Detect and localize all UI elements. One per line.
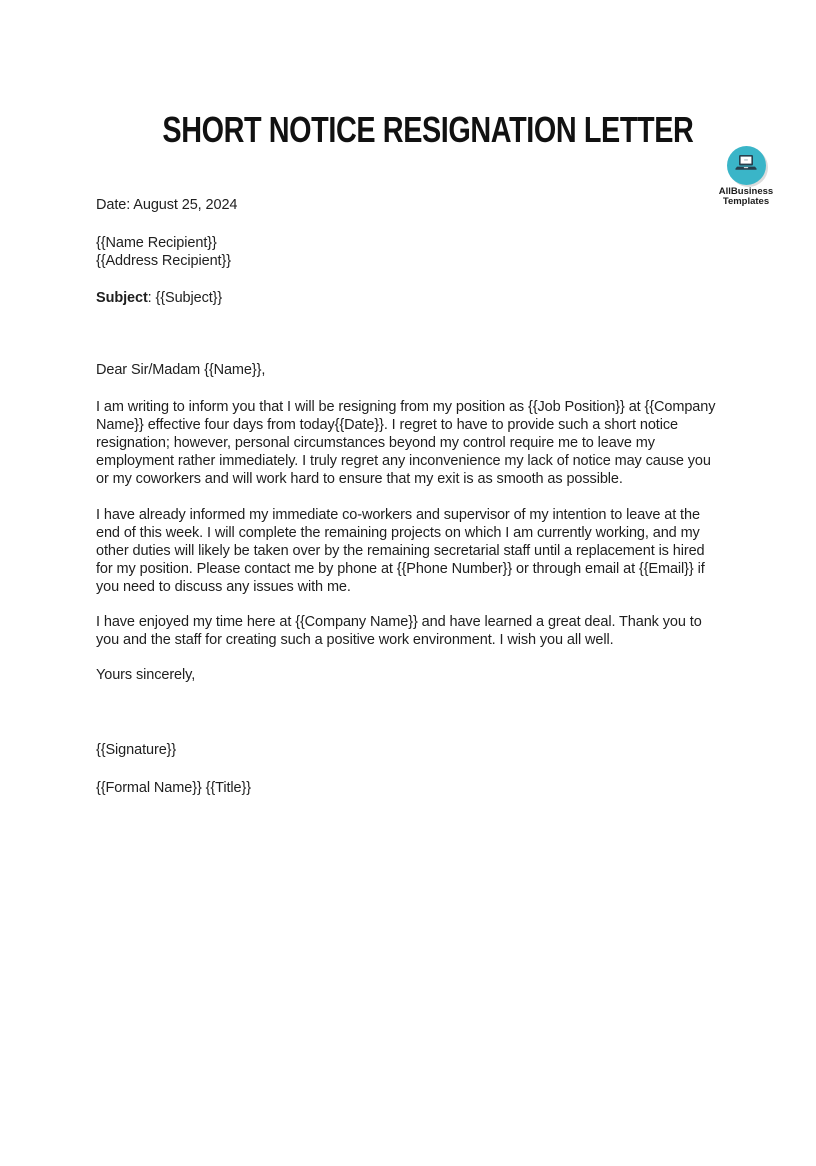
- date-line: Date: August 25, 2024: [96, 197, 238, 213]
- recipient-name-placeholder: {{Name Recipient}}: [96, 235, 217, 251]
- letter-content: [0, 110, 816, 797]
- paragraph-transition-details: I have already informed my immediate co-workers and supervisor of my intention to leave at the end of this week. I will complete the remaining projects on which I am currently working, and my other duties will likely be taken over by the remaining secretarial staff until a replacement is hired for my position. Please contact me by phone at {{Phone Number}} or through email at {{Email}} if you need to discuss any issues with me.: [96, 507, 705, 595]
- recipient-block: [96, 234, 720, 270]
- allbusiness-templates-logo: [698, 146, 794, 207]
- subject-value-placeholder: : {{Subject}}: [147, 290, 223, 306]
- logo-text-line1: AllBusiness: [718, 186, 774, 197]
- subject-label: Subject: [96, 290, 148, 306]
- signature-placeholder: {{Signature}}: [96, 742, 177, 758]
- paragraph-gratitude: I have enjoyed my time here at {{Company Name}} and have learned a great deal. Thank you to you and the staff for creating such a positive work environment. I wish you all well.: [96, 614, 702, 648]
- logo-circle: [727, 146, 766, 185]
- document-title: SHORT NOTICE RESIGNATION LETTER: [162, 109, 694, 150]
- paragraph-resignation-notice: I am writing to inform you that I will be resigning from my position as {{Job Position}} at {{Company Name}} effective four days from today{{Date}}. I regret to have to provide such a short notice resignation; however, personal circumstances beyond my control require me to leave my employment rather immediately. I truly regret any inconvenience my lack of notice may cause you or my coworkers and will work hard to ensure that my exit is as smooth as possible.: [96, 399, 716, 487]
- subject-line: [96, 289, 720, 307]
- laptop-icon: [733, 152, 759, 179]
- closing-line: Yours sincerely,: [96, 667, 196, 683]
- letter-page: [0, 110, 816, 1166]
- recipient-address-placeholder: {{Address Recipient}}: [96, 253, 231, 269]
- signoff-name-title-placeholder: {{Formal Name}} {{Title}}: [96, 780, 251, 796]
- salutation: Dear Sir/Madam {{Name}},: [96, 362, 266, 378]
- logo-text-line2: Templates: [722, 196, 770, 207]
